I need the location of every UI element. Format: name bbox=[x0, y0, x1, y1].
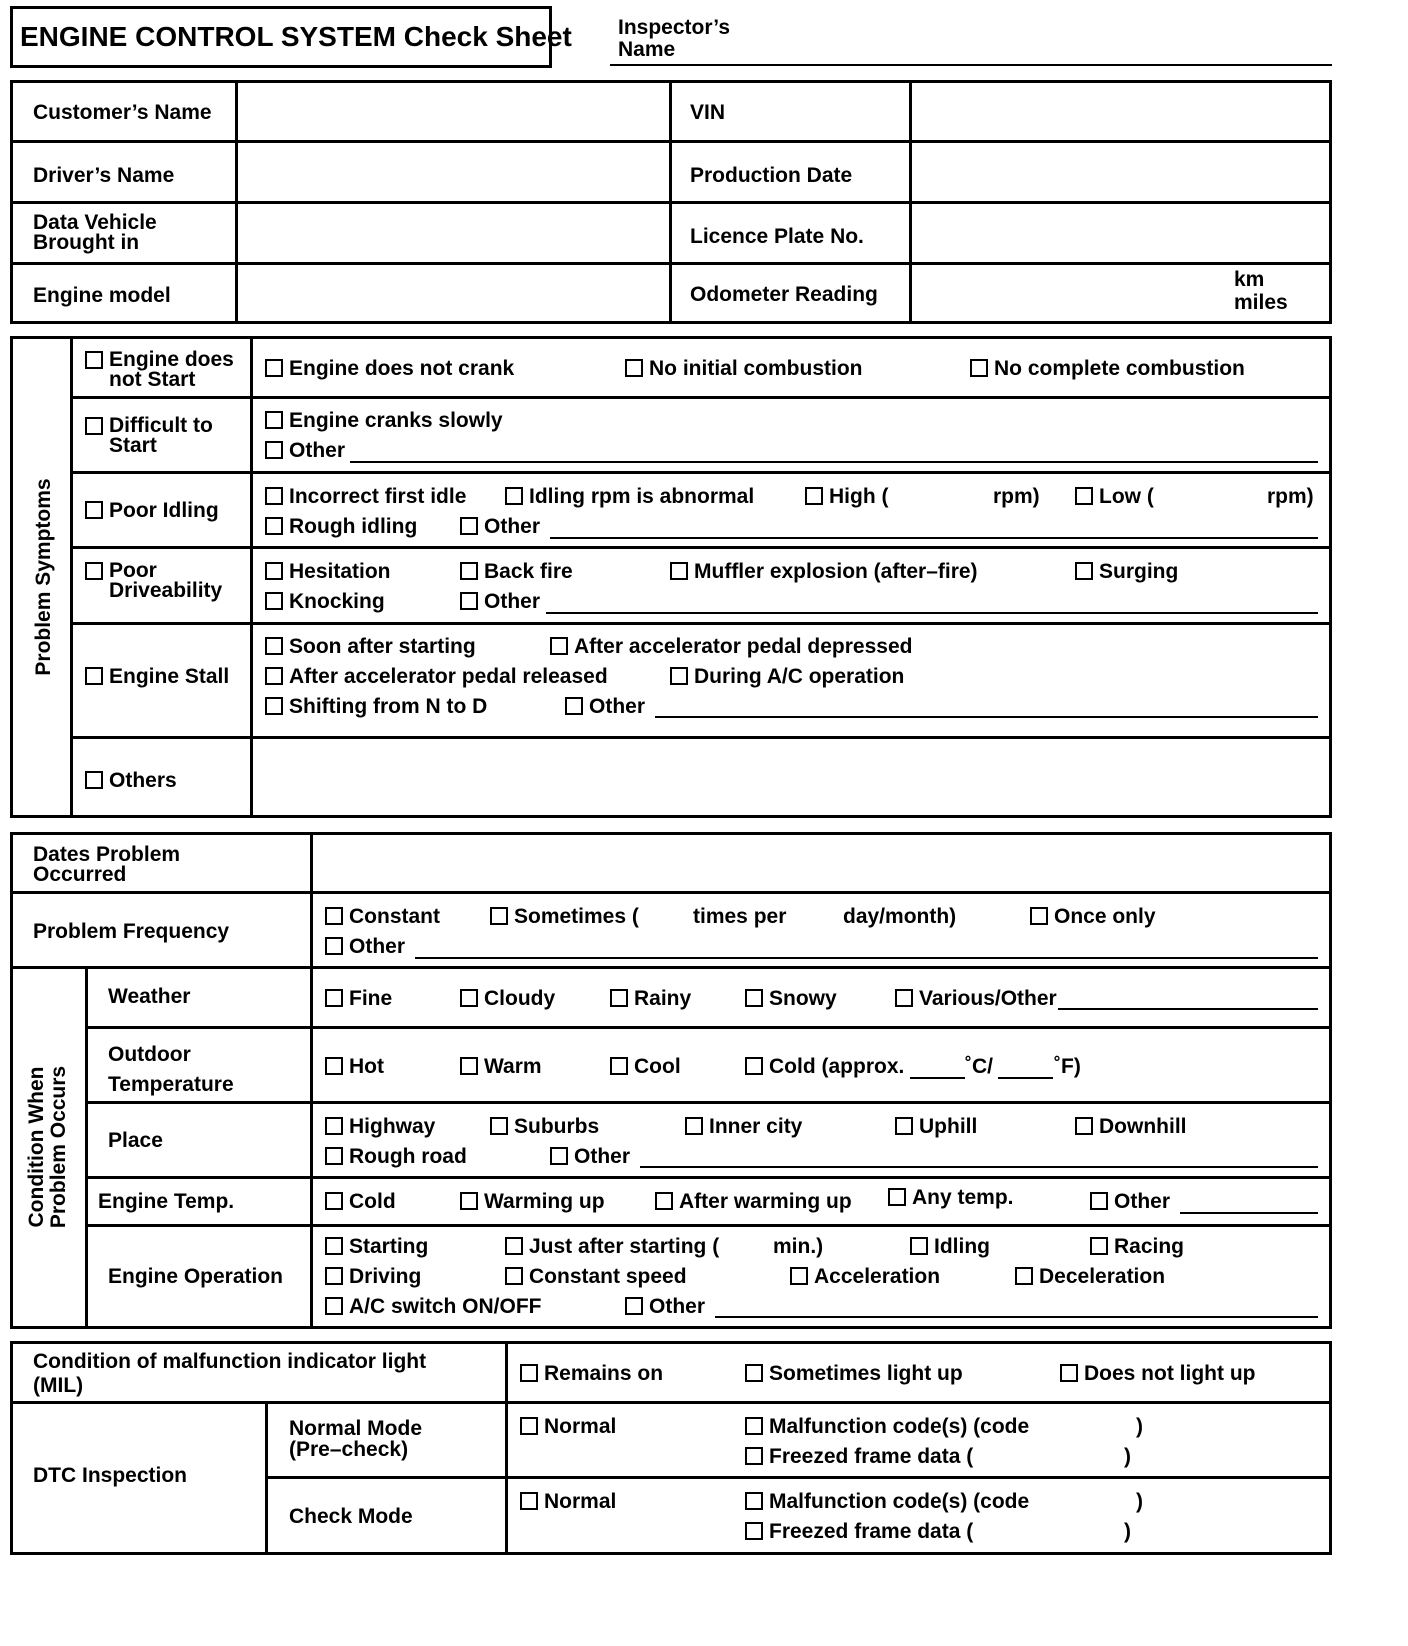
divider bbox=[85, 966, 88, 1329]
stall-other-checkbox[interactable]: Other bbox=[565, 696, 645, 717]
warm-checkbox[interactable]: Warm bbox=[460, 1056, 542, 1077]
engine-operation-other-checkbox[interactable]: Other bbox=[625, 1296, 705, 1317]
surging-checkbox[interactable]: Surging bbox=[1075, 561, 1178, 582]
dtc-inspection-label: DTC Inspection bbox=[33, 1464, 188, 1487]
normal-mode-freeze-checkbox[interactable]: Freezed frame data ( bbox=[745, 1446, 973, 1467]
divider bbox=[70, 396, 1332, 399]
times-per-label: times per bbox=[693, 905, 787, 928]
engine-does-not-start-checkbox[interactable]: Engine does not Start bbox=[85, 350, 234, 390]
poor-driveability-checkbox[interactable]: Poor Driveability bbox=[85, 561, 222, 601]
divider bbox=[10, 1401, 1332, 1404]
fine-checkbox[interactable]: Fine bbox=[325, 988, 392, 1009]
problem-symptoms-section-label: Problem Symptoms bbox=[32, 478, 55, 676]
does-not-light-up-checkbox[interactable]: Does not light up bbox=[1060, 1363, 1255, 1384]
any-temp-checkbox[interactable]: Any temp. bbox=[888, 1187, 1014, 1208]
dates-problem-label: Dates Problem Occurred bbox=[33, 843, 181, 886]
sometimes-light-up-checkbox[interactable]: Sometimes light up bbox=[745, 1363, 963, 1384]
divider bbox=[70, 471, 1332, 474]
check-mode-label: Check Mode bbox=[289, 1505, 413, 1528]
divider bbox=[265, 1476, 1332, 1479]
engine-model-label: Engine model bbox=[33, 284, 171, 307]
drive-other-line[interactable] bbox=[546, 612, 1318, 614]
high-rpm-checkbox[interactable]: High ( bbox=[805, 486, 888, 507]
acceleration-checkbox[interactable]: Acceleration bbox=[790, 1266, 940, 1287]
high-rpm-unit: rpm) bbox=[993, 485, 1040, 508]
low-rpm-checkbox[interactable]: Low ( bbox=[1075, 486, 1154, 507]
engine-temp-other-line[interactable] bbox=[1180, 1212, 1318, 1214]
pedal-depressed-checkbox[interactable]: After accelerator pedal depressed bbox=[550, 636, 912, 657]
divider bbox=[250, 336, 253, 818]
difficult-to-start-checkbox[interactable]: Difficult to Start bbox=[85, 416, 213, 456]
suburbs-checkbox[interactable]: Suburbs bbox=[490, 1116, 599, 1137]
rough-road-checkbox[interactable]: Rough road bbox=[325, 1146, 467, 1167]
pedal-released-checkbox[interactable]: After accelerator pedal released bbox=[265, 666, 608, 687]
divider bbox=[669, 80, 672, 324]
no-complete-combustion-checkbox[interactable]: No complete combustion bbox=[970, 358, 1245, 379]
uphill-checkbox[interactable]: Uphill bbox=[895, 1116, 977, 1137]
divider bbox=[10, 891, 1332, 894]
place-other-checkbox[interactable]: Other bbox=[550, 1146, 630, 1167]
difficult-other-checkbox[interactable]: Other bbox=[265, 440, 345, 461]
celsius-unit: ˚C/ bbox=[965, 1055, 993, 1078]
idling-other-checkbox[interactable]: Other bbox=[460, 516, 540, 537]
divider bbox=[70, 736, 1332, 739]
odometer-label: Odometer Reading bbox=[690, 283, 878, 306]
divider bbox=[909, 80, 912, 324]
divider bbox=[70, 622, 1332, 625]
weather-label: Weather bbox=[108, 985, 191, 1008]
warming-up-checkbox[interactable]: Warming up bbox=[460, 1191, 605, 1212]
cold-approx-checkbox[interactable]: Cold (approx. bbox=[745, 1056, 904, 1077]
fahrenheit-line[interactable] bbox=[998, 1077, 1053, 1079]
drive-other-checkbox[interactable]: Other bbox=[460, 591, 540, 612]
normal-mode-code-checkbox[interactable]: Malfunction code(s) (code bbox=[745, 1416, 1029, 1437]
constant-speed-checkbox[interactable]: Constant speed bbox=[505, 1266, 687, 1287]
check-mode-normal-checkbox[interactable]: Normal bbox=[520, 1491, 616, 1512]
check-mode-code-close: ) bbox=[1136, 1490, 1143, 1513]
frequency-other-line[interactable] bbox=[415, 957, 1318, 959]
divider bbox=[85, 1176, 1332, 1179]
minutes-unit: min.) bbox=[773, 1235, 824, 1258]
page-title: ENGINE CONTROL SYSTEM Check Sheet bbox=[20, 21, 572, 52]
once-only-checkbox[interactable]: Once only bbox=[1030, 906, 1156, 927]
normal-mode-freeze-close: ) bbox=[1124, 1445, 1131, 1468]
mil-condition-label: Condition of malfunction indicator light (MIL) bbox=[33, 1350, 427, 1397]
knocking-checkbox[interactable]: Knocking bbox=[265, 591, 385, 612]
hot-checkbox[interactable]: Hot bbox=[325, 1056, 384, 1077]
stall-other-line[interactable] bbox=[655, 716, 1318, 718]
rough-idling-checkbox[interactable]: Rough idling bbox=[265, 516, 417, 537]
poor-idling-checkbox[interactable]: Poor Idling bbox=[85, 500, 219, 521]
divider bbox=[85, 1224, 1332, 1227]
divider bbox=[85, 1026, 1332, 1029]
inspector-label: Inspector’s Name bbox=[618, 16, 731, 61]
idling-checkbox[interactable]: Idling bbox=[910, 1236, 990, 1257]
divider bbox=[235, 80, 238, 324]
snowy-checkbox[interactable]: Snowy bbox=[745, 988, 837, 1009]
hesitation-checkbox[interactable]: Hesitation bbox=[265, 561, 391, 582]
vin-label: VIN bbox=[690, 101, 726, 124]
outdoor-temperature-label: Outdoor Temperature bbox=[108, 1043, 234, 1096]
data-brought-label: Data Vehicle Brought in bbox=[33, 211, 157, 254]
normal-mode-normal-checkbox[interactable]: Normal bbox=[520, 1416, 616, 1437]
after-warming-up-checkbox[interactable]: After warming up bbox=[655, 1191, 852, 1212]
inner-city-checkbox[interactable]: Inner city bbox=[685, 1116, 802, 1137]
fahrenheit-unit: ˚F) bbox=[1054, 1055, 1081, 1078]
normal-mode-code-close: ) bbox=[1136, 1415, 1143, 1438]
remains-on-checkbox[interactable]: Remains on bbox=[520, 1363, 663, 1384]
engine-temp-other-checkbox[interactable]: Other bbox=[1090, 1191, 1170, 1212]
engine-operation-other-line[interactable] bbox=[715, 1316, 1318, 1318]
idling-other-line[interactable] bbox=[550, 537, 1318, 539]
just-after-starting-checkbox[interactable]: Just after starting ( bbox=[505, 1236, 719, 1257]
driver-name-label: Driver’s Name bbox=[33, 164, 175, 187]
engine-temp-label: Engine Temp. bbox=[98, 1190, 235, 1213]
day-month-label: day/month) bbox=[843, 905, 957, 928]
muffler-explosion-checkbox[interactable]: Muffler explosion (after–fire) bbox=[670, 561, 978, 582]
ac-switch-checkbox[interactable]: A/C switch ON/OFF bbox=[325, 1296, 542, 1317]
problem-frequency-label: Problem Frequency bbox=[33, 920, 230, 943]
divider bbox=[310, 832, 313, 1329]
soon-after-starting-checkbox[interactable]: Soon after starting bbox=[265, 636, 476, 657]
place-label: Place bbox=[108, 1129, 163, 1152]
sometimes-checkbox[interactable]: Sometimes ( bbox=[490, 906, 639, 927]
shifting-n-to-d-checkbox[interactable]: Shifting from N to D bbox=[265, 696, 487, 717]
low-rpm-unit: rpm) bbox=[1267, 485, 1314, 508]
km-miles-unit: km miles bbox=[1234, 268, 1288, 314]
weather-other-line[interactable] bbox=[1058, 1008, 1318, 1010]
engine-does-not-crank-checkbox[interactable]: Engine does not crank bbox=[265, 358, 514, 379]
place-other-line[interactable] bbox=[640, 1166, 1318, 1168]
divider bbox=[70, 336, 73, 818]
inspector-name-line[interactable] bbox=[610, 64, 1332, 66]
check-mode-freeze-checkbox[interactable]: Freezed frame data ( bbox=[745, 1521, 973, 1542]
incorrect-first-idle-checkbox[interactable]: Incorrect first idle bbox=[265, 486, 466, 507]
divider bbox=[10, 966, 1332, 969]
driving-checkbox[interactable]: Driving bbox=[325, 1266, 421, 1287]
downhill-checkbox[interactable]: Downhill bbox=[1075, 1116, 1187, 1137]
production-date-label: Production Date bbox=[690, 164, 853, 187]
racing-checkbox[interactable]: Racing bbox=[1090, 1236, 1184, 1257]
check-mode-freeze-close: ) bbox=[1124, 1520, 1131, 1543]
various-other-checkbox[interactable]: Various/Other bbox=[895, 988, 1057, 1009]
no-initial-combustion-checkbox[interactable]: No initial combustion bbox=[625, 358, 863, 379]
divider bbox=[505, 1341, 508, 1555]
engine-operation-label: Engine Operation bbox=[108, 1265, 284, 1288]
cool-checkbox[interactable]: Cool bbox=[610, 1056, 681, 1077]
divider bbox=[70, 546, 1332, 549]
celsius-line[interactable] bbox=[910, 1077, 965, 1079]
constant-checkbox[interactable]: Constant bbox=[325, 906, 440, 927]
licence-plate-label: Licence Plate No. bbox=[690, 225, 864, 248]
engine-cold-checkbox[interactable]: Cold bbox=[325, 1191, 396, 1212]
customer-name-label: Customer’s Name bbox=[33, 101, 212, 124]
starting-checkbox[interactable]: Starting bbox=[325, 1236, 428, 1257]
frequency-other-checkbox[interactable]: Other bbox=[325, 936, 405, 957]
check-mode-code-checkbox[interactable]: Malfunction code(s) (code bbox=[745, 1491, 1029, 1512]
divider bbox=[85, 1101, 1332, 1104]
deceleration-checkbox[interactable]: Deceleration bbox=[1015, 1266, 1165, 1287]
engine-stall-checkbox[interactable]: Engine Stall bbox=[85, 666, 229, 687]
engine-cranks-slowly-checkbox[interactable]: Engine cranks slowly bbox=[265, 410, 503, 431]
condition-section-label: Condition When Problem Occurs bbox=[25, 1065, 70, 1229]
normal-mode-label: Normal Mode (Pre–check) bbox=[289, 1417, 423, 1461]
idling-rpm-abnormal-checkbox[interactable]: Idling rpm is abnormal bbox=[505, 486, 754, 507]
cloudy-checkbox[interactable]: Cloudy bbox=[460, 988, 555, 1009]
back-fire-checkbox[interactable]: Back fire bbox=[460, 561, 573, 582]
rainy-checkbox[interactable]: Rainy bbox=[610, 988, 691, 1009]
during-ac-operation-checkbox[interactable]: During A/C operation bbox=[670, 666, 904, 687]
highway-checkbox[interactable]: Highway bbox=[325, 1116, 435, 1137]
difficult-other-line[interactable] bbox=[350, 461, 1318, 463]
others-checkbox[interactable]: Others bbox=[85, 770, 177, 791]
